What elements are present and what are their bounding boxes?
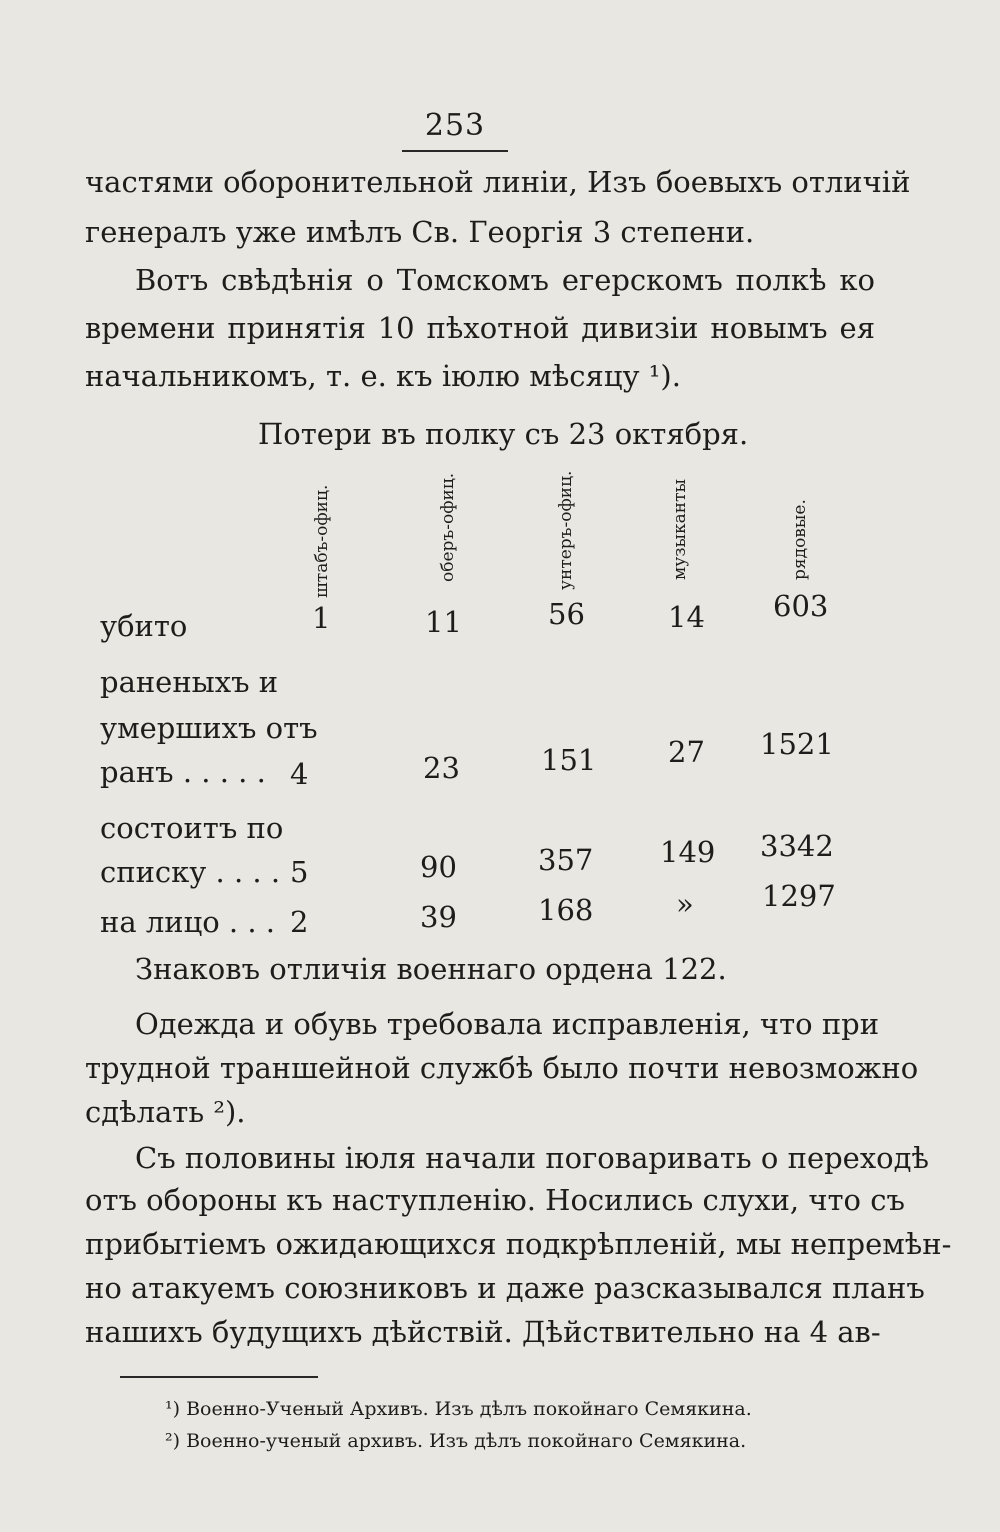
cell-value: 3342 xyxy=(760,829,834,863)
cell-value: 56 xyxy=(548,597,585,631)
column-header: рядовые. xyxy=(790,499,810,580)
text-line: Съ половины іюля начали поговаривать о переходѣ xyxy=(135,1141,929,1175)
column-header: штабъ-офиц. xyxy=(312,484,332,598)
text-line: начальникомъ, т. е. къ іюлю мѣсяцу ¹). xyxy=(85,359,681,393)
text-line: но атакуемъ союзниковъ и даже разсказывался планъ xyxy=(85,1271,925,1305)
cell-value: 27 xyxy=(668,735,705,769)
text-line: отъ обороны къ наступленію. Носились слухи, что съ xyxy=(85,1183,905,1217)
page-number-rule xyxy=(402,150,508,152)
row-label: ранъ . . . . . xyxy=(100,755,266,789)
cell-value: 2 xyxy=(290,905,309,939)
column-header: унтеръ-офиц. xyxy=(556,470,576,590)
column-header: оберъ-офиц. xyxy=(438,472,458,582)
text-line: трудной траншейной службѣ было почти невозможно xyxy=(85,1051,919,1085)
footnote: ¹) Военно-Ученый Архивъ. Изъ дѣлъ покойнаго Семякина. xyxy=(165,1398,752,1420)
text-line: времени принятія 10 пѣхотной дивизіи новымъ ея xyxy=(85,311,875,345)
cell-value: 90 xyxy=(420,850,457,884)
text-line: Одежда и обувь требовала исправленія, что при xyxy=(135,1007,880,1041)
cell-value: 23 xyxy=(423,751,460,785)
cell-value: 151 xyxy=(541,743,597,777)
cell-value: 1297 xyxy=(762,879,836,913)
cell-value: 357 xyxy=(538,843,594,877)
column-header: музыканты xyxy=(670,478,690,580)
text-line: Знаковъ отличія военнаго ордена 122. xyxy=(135,952,727,986)
text-line: прибытіемъ ожидающихся подкрѣпленій, мы непремѣн- xyxy=(85,1227,952,1261)
row-label: раненыхъ и xyxy=(100,665,279,699)
row-label: на лицо . . . xyxy=(100,905,276,939)
text-line: частями оборонительной линіи, Изъ боевыхъ отличій xyxy=(85,165,911,199)
row-label: списку . . . . xyxy=(100,855,281,889)
footnote-rule xyxy=(120,1376,318,1378)
cell-value: 4 xyxy=(290,757,309,791)
table-caption: Потери въ полку съ 23 октября. xyxy=(258,417,749,451)
cell-value: 14 xyxy=(668,600,705,634)
row-label: состоитъ по xyxy=(100,811,284,845)
footnote: ²) Военно-ученый архивъ. Изъ дѣлъ покойнаго Семякина. xyxy=(165,1430,747,1452)
cell-value: 1 xyxy=(312,601,331,635)
page-number: 253 xyxy=(424,108,486,143)
cell-value: 1521 xyxy=(760,727,834,761)
text-line: нашихъ будущихъ дѣйствій. Дѣйствительно на 4 ав- xyxy=(85,1315,881,1349)
text-line: сдѣлать ²). xyxy=(85,1095,246,1129)
cell-value: 603 xyxy=(773,589,829,623)
cell-value: 168 xyxy=(538,893,594,927)
row-label: убито xyxy=(100,609,188,643)
row-label: умершихъ отъ xyxy=(100,711,318,745)
text-line: генералъ уже имѣлъ Св. Георгія 3 степени. xyxy=(85,215,755,249)
cell-value: » xyxy=(676,887,694,921)
cell-value: 149 xyxy=(660,835,716,869)
cell-value: 39 xyxy=(420,900,457,934)
cell-value: 11 xyxy=(425,605,462,639)
text-line: Вотъ свѣдѣнія о Томскомъ егерскомъ полкѣ ко xyxy=(135,263,875,297)
cell-value: 5 xyxy=(290,855,309,889)
